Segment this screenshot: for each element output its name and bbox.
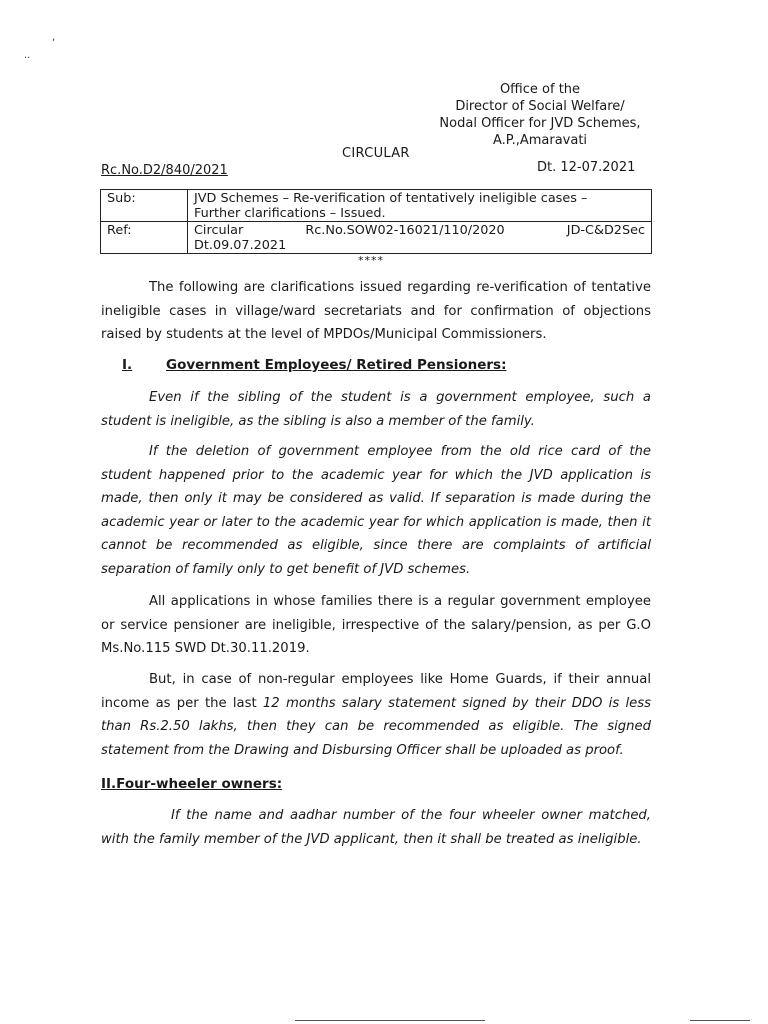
reference-text: [188, 222, 652, 254]
intro-paragraph: The following are clarifications issued regarding re-verification of tentative ineligible cases in village/ward secretariats and for confirmation of objections raised by students at the level of MPDOs/Municipal Commissioners.: [101, 280, 651, 342]
subject-reference-table: [100, 189, 652, 254]
reference-part: Rc.No.SOW02-16021/110/2020: [305, 223, 505, 238]
section-2-title: II.Four-wheeler owners:: [101, 776, 283, 792]
office-line: Director of Social Welfare/: [455, 99, 625, 114]
reference-part: Circular: [194, 223, 244, 238]
subject-label: Sub:: [101, 190, 188, 222]
section-1-title: Government Employees/ Retired Pensioners:: [166, 357, 507, 373]
office-line: A.P.,Amaravati: [492, 133, 588, 148]
reference-date: Dt.09.07.2021: [194, 238, 287, 253]
paragraph-4-start: But, in case of non-regular employees like Home Guards, if their annual income as per the last: [101, 672, 651, 711]
scan-mark: ..: [24, 50, 31, 61]
circular-date: Dt. 12-07.2021: [537, 160, 636, 175]
section-1-paragraph-4: [101, 668, 651, 762]
reference-label: Ref:: [101, 222, 188, 254]
office-line: Office of the: [499, 82, 581, 97]
office-line: Nodal Officer for JVD Schemes,: [439, 116, 641, 131]
section-1-paragraph-3: All applications in whose families there is a regular government employee or service pensioner are ineligible, irrespective of the salary/pension, as per G.O Ms.No.115 SWD Dt.30.11.2019.: [101, 594, 651, 656]
section-1-number: I.: [122, 357, 133, 373]
reference-row: [101, 222, 652, 254]
subject-line: Further clarifications – Issued.: [194, 206, 386, 221]
scan-mark: ,: [52, 32, 56, 43]
circular-title: CIRCULAR: [342, 146, 410, 161]
separator: ****: [358, 254, 384, 267]
office-address-block: [430, 81, 650, 149]
subject-text: [188, 190, 652, 222]
subject-line: JVD Schemes – Re-verification of tentatively ineligible cases –: [194, 191, 588, 206]
scan-line: [690, 1020, 750, 1021]
section-1-paragraph-2: If the deletion of government employee from the old rice card of the student happened prior to the academic year for which the JVD application is made, then only it may be considered as valid. If separation is made during the academic year or later to the academic year for which application is made, then it cannot be recommended as eligible, since there are complaints of artificial separation of family only to get benefit of JVD schemes.: [101, 444, 651, 577]
section-2-paragraph-1: If the name and aadhar number of the four wheeler owner matched, with the family member of the JVD applicant, then it shall be treated as ineligible.: [101, 808, 651, 847]
section-1-paragraph-1: Even if the sibling of the student is a government employee, such a student is ineligible, as the sibling is also a member of the family.: [101, 390, 651, 429]
reference-part: JD-C&D2Sec: [566, 223, 645, 238]
reference-number: Rc.No.D2/840/2021: [101, 163, 228, 178]
paragraph-4-italic: 12 months salary statement signed by their DDO is less than Rs.2.50 lakhs, then they can be recommended as eligible. The signed statement from the Drawing and Disbursing Officer shall be uploaded as proof.: [101, 695, 651, 758]
scan-line: [295, 1020, 485, 1021]
subject-row: [101, 190, 652, 222]
